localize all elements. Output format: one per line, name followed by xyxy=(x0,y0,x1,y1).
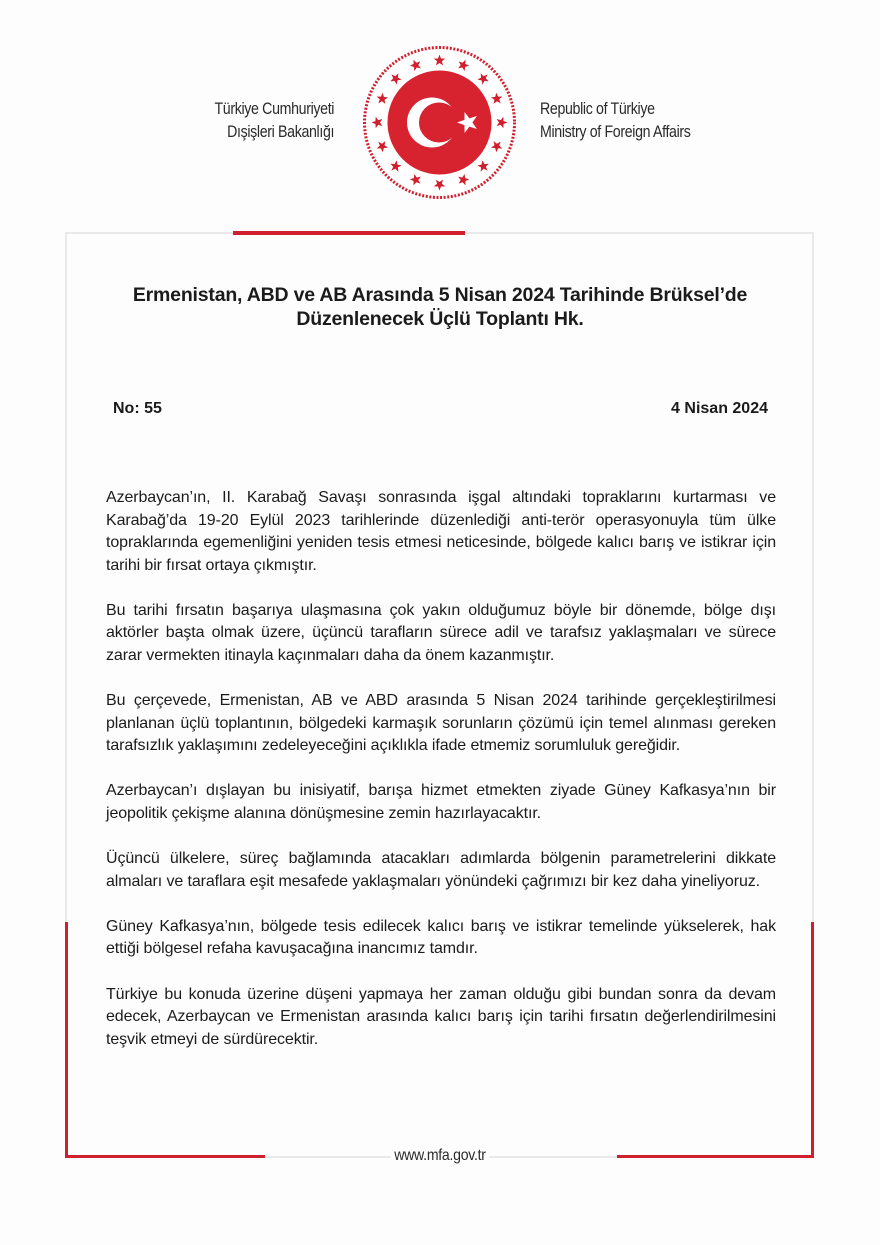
frame-right-border-lower xyxy=(811,922,814,1158)
frame-left-border-lower xyxy=(65,922,68,1158)
ministry-name-tr-line2: Dışişleri Bakanlığı xyxy=(226,123,334,141)
document-date: 4 Nisan 2024 xyxy=(671,400,768,417)
body-paragraph: Bu çerçevede, Ermenistan, AB ve ABD arasında 5 Nisan 2024 tarihinde gerçekleştirilmesi planlanan üçlü toplantının, bölgedeki karmaşık sorunların çözümü için temel alınması gereken tarafsızlık yaklaşımını zedeleyeceğini açıklıkla ifade etmemiz sorumluluk gereğidir. xyxy=(106,692,776,755)
frame-right-border-upper xyxy=(812,232,814,922)
frame-left-border-upper xyxy=(65,232,67,922)
ministry-name-en-line2: Ministry of Foreign Affairs xyxy=(540,123,691,141)
body-paragraph: Bu tarihi fırsatın başarıya ulaşmasına çok yakın olduğumuz böyle bir dönemde, bölge dışı aktörler başta olmak üzere, üçüncü tarafların sürece adil ve tarafsız yaklaşmaları ve sürece zarar vermekten itinayla kaçınmaları daha da önem kazanmıştır. xyxy=(106,601,776,665)
body-paragraph: Türkiye bu konuda üzerine düşeni yapmaya her zaman olduğu gibi bundan sonra da devam edecek, Azerbaycan ve Ermenistan arasında kalıcı barış için tarihi fırsatın değerlendirilmesini teşvik etmeyi de sürdürecektir. xyxy=(106,985,776,1048)
document-body xyxy=(106,487,776,1074)
ministry-name-en-line1: Republic of Türkiye xyxy=(540,100,655,118)
document-title-line1: Ermenistan, ABD ve AB Arasında 5 Nisan 2024 Tarihinde Brüksel’de xyxy=(132,284,748,306)
document-number: No: 55 xyxy=(113,400,162,417)
ministry-name-english xyxy=(540,98,691,144)
frame-top-accent xyxy=(233,231,465,235)
ministry-name-turkish xyxy=(214,98,334,144)
document-title xyxy=(70,283,810,331)
crescent-star-emblem-icon xyxy=(362,45,517,200)
body-paragraph: Güney Kafkasya’nın, bölgede tesis edilecek kalıcı barış ve istikrar temelinde yükselerek, hak ettiği bölgesel refaha kavuşacağına inancımız tamdır. xyxy=(106,917,776,958)
body-paragraph: Üçüncü ülkelere, süreç bağlamında atacakları adımlarda bölgenin parametrelerini dikkate almaları ve taraflara eşit mesafede yaklaşmaları yönündeki çağrımızı bir kez daha yineliyoruz. xyxy=(106,850,776,890)
ministry-name-tr-line1: Türkiye Cumhuriyeti xyxy=(214,100,334,118)
body-paragraph: Azerbaycan’ı dışlayan bu inisiyatif, barışa hizmet etmekten ziyade Güney Kafkasya’nın bir jeopolitik çekişme alanına dönüşmesine zemin hazırlayacaktır. xyxy=(106,782,776,823)
body-paragraph: Azerbaycan’ın, II. Karabağ Savaşı sonrasında işgal altındaki topraklarını kurtarması ve Karabağ’da 19-20 Eylül 2023 tarihlerinde düzenlediği anti-terör operasyonuyla tüm ülke topraklarında egemenliğini yeniden tesis etmesi neticesinde, bölgede kalıcı barış ve istikrar için tarihi bir fırsat ortaya çıkmıştır. xyxy=(106,489,776,574)
document-title-line2: Düzenlenecek Üçlü Toplantı Hk. xyxy=(296,308,584,330)
website-link[interactable]: www.mfa.gov.tr xyxy=(391,1147,490,1165)
footer xyxy=(0,1147,880,1165)
